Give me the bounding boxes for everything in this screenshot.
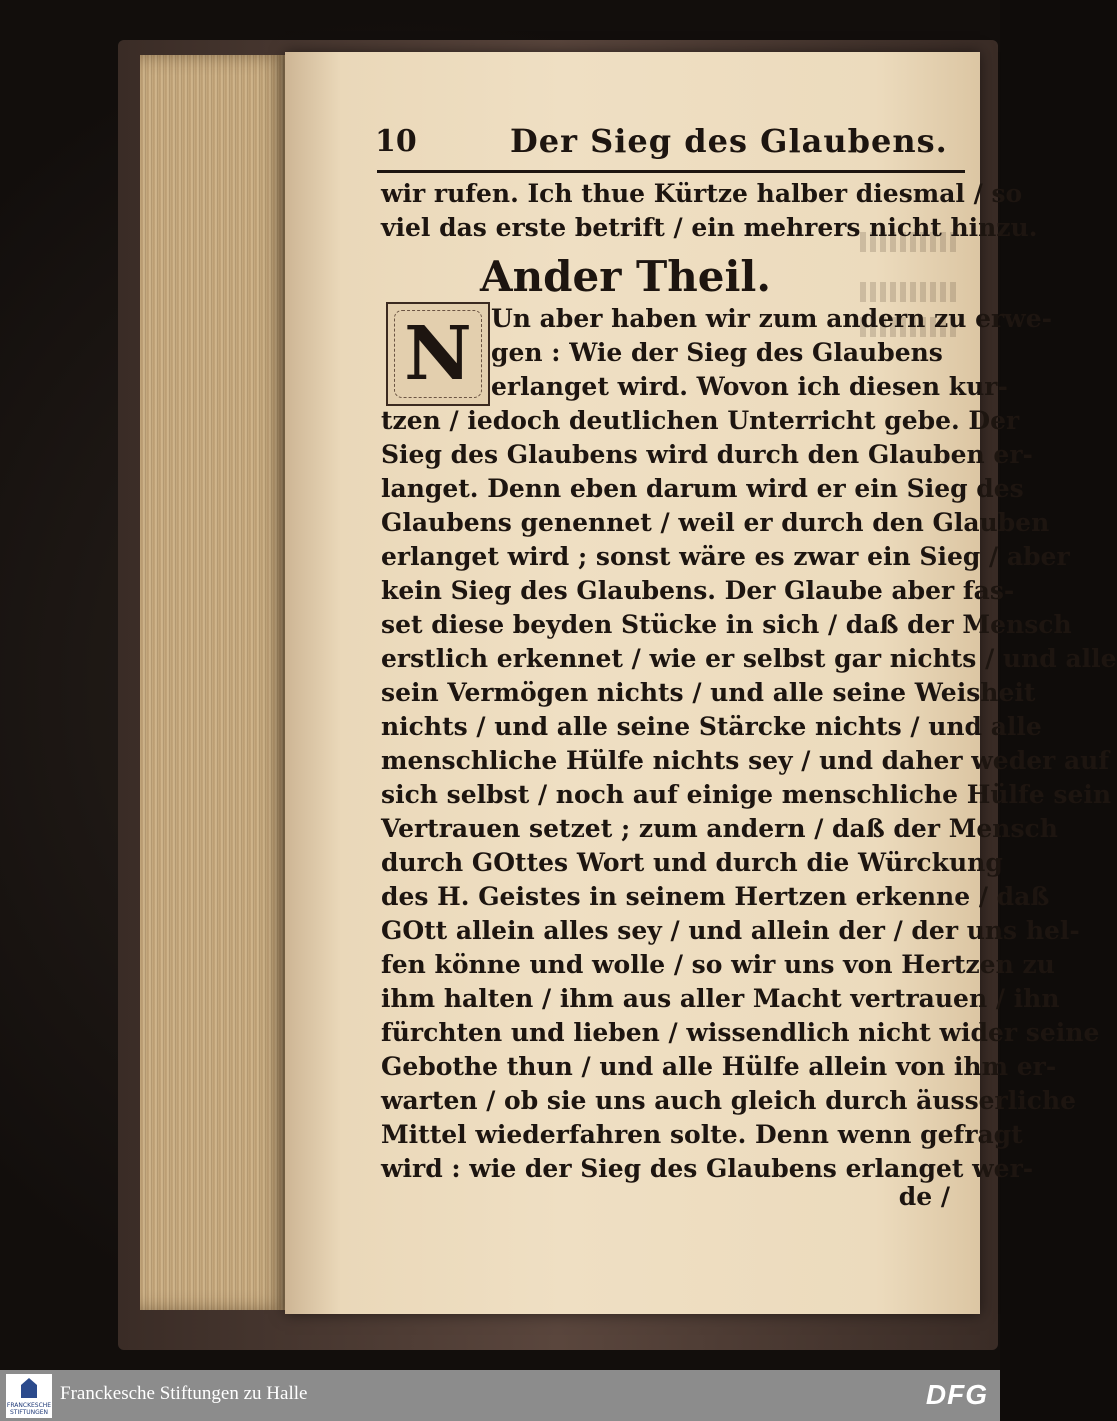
- text-line: fürchten und lieben / wissendlich nicht wider seine: [381, 1018, 1100, 1047]
- text-line: warten / ob sie uns auch gleich durch äusserliche: [381, 1086, 1077, 1115]
- text-line: sich selbst / noch auf einige menschliche Hülfe sein: [381, 780, 1112, 809]
- page-number: 10: [375, 124, 417, 159]
- text-line: gen : Wie der Sieg des Glaubens: [491, 338, 943, 367]
- text-line: wird : wie der Sieg des Glaubens erlanget wer-: [381, 1154, 1034, 1183]
- footer-bar: [0, 1370, 1000, 1421]
- institution-logo[interactable]: [6, 1374, 52, 1418]
- decorated-initial: [386, 302, 490, 406]
- initial-letter: N: [404, 311, 472, 397]
- institution-name[interactable]: Franckesche Stiftungen zu Halle: [60, 1383, 308, 1404]
- text-line: GOtt allein alles sey / und allein der / der uns hel-: [381, 916, 1080, 945]
- text-line: viel das erste betrift / ein mehrers nicht hinzu.: [381, 213, 1038, 242]
- book-page: [285, 52, 1117, 1314]
- logo-text: FRANCKESCHE STIFTUNGEN: [6, 1402, 52, 1416]
- text-line: Glaubens genennet / weil er durch den Glauben: [381, 508, 1050, 537]
- text-line: ihm halten / ihm aus aller Macht vertrauen / ihn: [381, 984, 1060, 1013]
- text-line: Un aber haben wir zum andern zu erwe-: [491, 304, 1052, 333]
- text-line: fen könne und wolle / so wir uns von Hertzen zu: [381, 950, 1055, 979]
- text-line: kein Sieg des Glaubens. Der Glaube aber fas-: [381, 576, 1015, 605]
- dfg-logo[interactable]: DFG: [925, 1379, 988, 1410]
- text-line: tzen / iedoch deutlichen Unterricht gebe. Der: [381, 406, 1020, 435]
- text-line: erlanget wird ; sonst wäre es zwar ein Sieg / aber: [381, 542, 1070, 571]
- text-line: erlanget wird. Wovon ich diesen kur-: [491, 372, 1008, 401]
- text-line: set diese beyden Stücke in sich / daß der Mensch: [381, 610, 1072, 639]
- text-line: Mittel wiederfahren solte. Denn wenn gefragt: [381, 1120, 1023, 1149]
- text-line: erstlich erkennet / wie er selbst gar nichts / und alle: [381, 644, 1117, 673]
- text-line: wir rufen. Ich thue Kürtze halber diesmal / so: [381, 179, 1023, 208]
- section-heading: Ander Theil.: [480, 252, 772, 301]
- text-line: nichts / und alle seine Stärcke nichts / und alle: [381, 712, 1042, 741]
- text-line: sein Vermögen nichts / und alle seine Weisheit: [381, 678, 1036, 707]
- text-line: Vertrauen setzet ; zum andern / daß der Mensch: [381, 814, 1058, 843]
- text-line: langet. Denn eben darum wird er ein Sieg des: [381, 474, 1024, 503]
- text-line: durch GOttes Wort und durch die Würckung: [381, 848, 1003, 877]
- header-rule: [377, 170, 965, 173]
- text-line: Gebothe thun / und alle Hülfe allein von ihm er-: [381, 1052, 1057, 1081]
- page-edges: [140, 55, 290, 1310]
- text-line: menschliche Hülfe nichts sey / und daher weder auf: [381, 746, 1110, 775]
- text-line: des H. Geistes in seinem Hertzen erkenne / daß: [381, 882, 1050, 911]
- text-line: Sieg des Glaubens wird durch den Glauben er-: [381, 440, 1033, 469]
- running-title: Der Sieg des Glaubens.: [510, 122, 948, 160]
- catchword: de /: [898, 1182, 950, 1211]
- page-header: [375, 122, 955, 162]
- bleed-through: [860, 282, 960, 302]
- building-icon: [21, 1378, 37, 1398]
